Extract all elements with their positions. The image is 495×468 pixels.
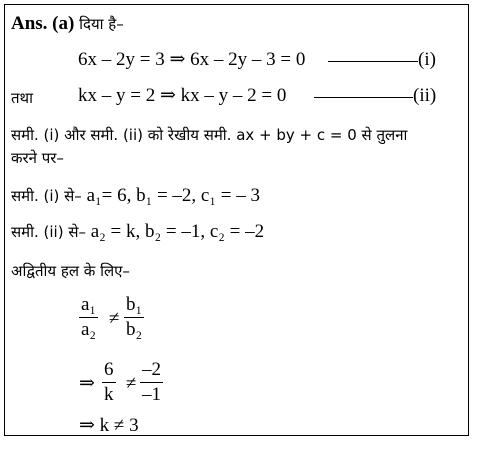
answer-box [4, 4, 469, 436]
eq2-leader-line [314, 97, 413, 98]
from-eq2-values: a₂ = k, b₂ = –1, c₂ = –2 [90, 221, 265, 242]
fraction-neg2-neg1 [140, 358, 163, 407]
frac-denominator: k [104, 384, 114, 405]
frac-numerator: a₁ [81, 294, 97, 315]
and-text: तथा [11, 89, 34, 107]
frac-denominator: –1 [142, 384, 161, 405]
fraction-6-k [102, 358, 116, 407]
eq1-rhs: 6x – 2y – 3 = 0 [190, 49, 306, 70]
fraction-b1-b2 [124, 293, 144, 342]
implies-symbol: ⇒ [169, 49, 186, 70]
from-eq1-values: a₁= 6, b₁ = –2, c₁ = – 3 [86, 185, 260, 206]
implies-symbol: ⇒ [79, 373, 95, 394]
frac-numerator: 6 [104, 359, 114, 380]
frac-numerator: –2 [142, 359, 161, 380]
unique-solution-text: अद्वितीय हल के लिए– [11, 262, 130, 280]
not-equal-symbol: ≠ [126, 373, 137, 394]
not-equal-symbol: ≠ [109, 308, 120, 329]
eq1-lhs: 6x – 2y = 3 [78, 49, 165, 70]
answer-heading [11, 13, 124, 35]
from-eq1 [11, 185, 260, 207]
ans-label: Ans. (a) [11, 13, 75, 34]
eq1-tag: (i) [418, 49, 436, 70]
eq2-rhs: kx – y – 2 = 0 [180, 85, 287, 106]
eq2-tag: (ii) [413, 85, 437, 106]
frac-denominator: a₂ [81, 319, 97, 340]
given-text: दिया है– [79, 15, 124, 33]
from-eq2 [11, 221, 264, 243]
final-result: ⇒ k ≠ 3 [79, 415, 139, 436]
eq1-leader-line [328, 61, 418, 62]
from-eq1-prefix: समी. (i) से– [11, 187, 82, 205]
fraction-a1-a2 [79, 293, 98, 342]
compare-line-2: करने पर– [11, 149, 64, 167]
compare-line-1: समी. (i) और समी. (ii) को रेखीय समी. ax + by + c = 0 से तुलना [11, 126, 408, 144]
equation-2 [78, 85, 286, 107]
frac-denominator: b₂ [126, 319, 143, 340]
frac-numerator: b₁ [126, 294, 143, 315]
eq2-lhs: kx – y = 2 [78, 85, 156, 106]
equation-1 [78, 49, 305, 71]
from-eq2-prefix: समी. (ii) से– [11, 223, 86, 241]
implies-symbol: ⇒ [159, 85, 176, 106]
